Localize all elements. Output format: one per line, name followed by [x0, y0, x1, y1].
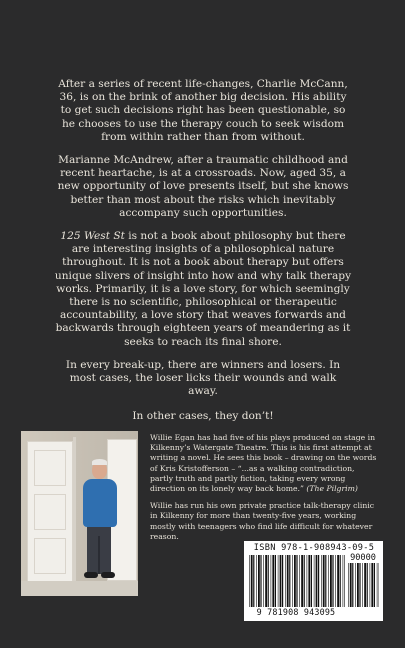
ean-barcode-bars	[249, 555, 345, 607]
author-bio-paragraph-2: Willie has run his own private practice talk-therapy clinic in Kilkenny for more than twenty-five years, working mostly with teenagers who find life difficult for whatever reason.	[150, 501, 375, 541]
blurb-paragraph-4: In every break-up, there are winners and losers. In most cases, the loser licks their wounds and walk away.	[65, 358, 341, 398]
blurb-paragraph-5: In other cases, they don’t!	[132, 410, 274, 423]
blurb-paragraph-2: Marianne McAndrew, after a traumatic childhood and recent heartache, is at a crossroads. Now, aged 35, a new opportunity of love presents itself, but she knows better than most about the risks which inevitably accompany such opportunities.	[57, 154, 349, 219]
blurb-paragraph-3	[54, 230, 352, 349]
author-bio-paragraph-1	[150, 433, 378, 494]
isbn-label: ISBN 978-1-908943-09-5	[253, 543, 375, 553]
author-photo	[21, 431, 138, 596]
book-title: 125 West St	[60, 230, 125, 243]
quote-source: (The Pilgrim)	[306, 484, 358, 494]
author-bio-text: Willie Egan has had five of his plays produced on stage in Kilkenny’s Watergate Theatre. This is his first attempt at writing a novel. He sees this book – drawing on the words of Kris Kristofferson – “...as a walking contradiction, partly truth and partly fiction, taking every wrong direction on its lonely way back home.”	[150, 433, 377, 494]
isbn-barcode	[244, 541, 383, 621]
ean-number: 9 781908 943095	[256, 607, 336, 617]
back-cover-blurb	[54, 78, 352, 434]
author-bio	[150, 433, 378, 549]
addon-barcode-bars	[348, 563, 379, 607]
blurb-paragraph-1: After a series of recent life-changes, Charlie McCann, 36, is on the brink of another big decision. His ability to get such decisions right has been questionable, so he chooses to use the therapy couch to seek wisdom from within rather than from without.	[58, 78, 348, 143]
blurb-paragraph-3-text: is not a book about philosophy but there are interesting insights of a philosophical nature throughout. It is not a book about therapy but offers unique slivers of insight into how and why talk therapy works. Primarily, it is a love story, for which seemingly there is no scientific, philosophical or therapeutic accountability, a love story that weaves forwards and backwards through eighteen years of meandering as it seeks to reach its final shore.	[54, 230, 352, 348]
price-addon-label: 90000	[350, 553, 376, 563]
